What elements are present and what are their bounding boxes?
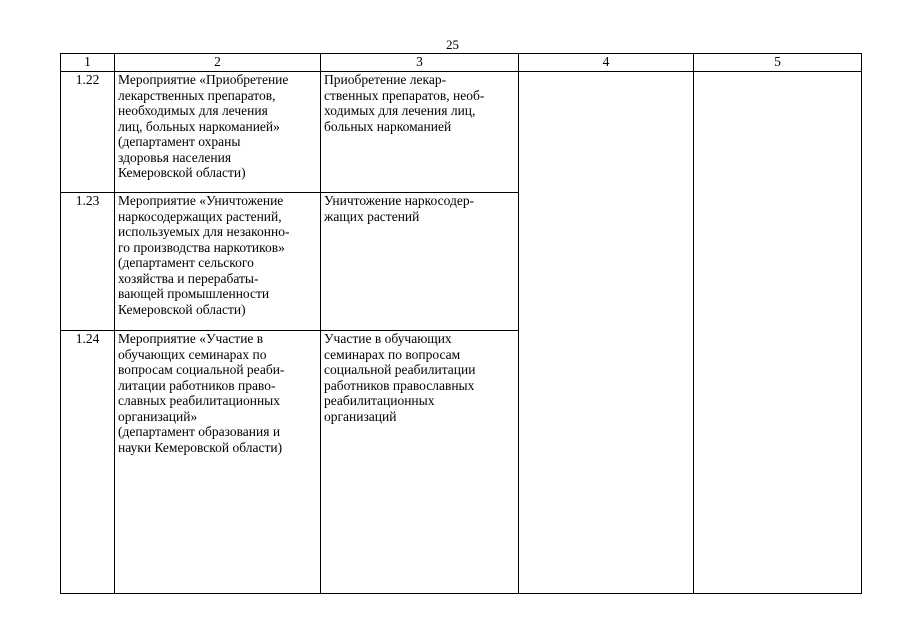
column-header-2: 2	[115, 54, 321, 72]
column-5-cell	[694, 72, 862, 594]
expected-result: Приобретение лекар- ственных препаратов, необ- ходимых для лечения лиц, больных наркоманией	[321, 72, 519, 193]
event-description: Мероприятие «Уничтожение наркосодержащих растений, используемых для незаконно- го производства наркотиков» (департамент сельского хозяйства и перерабаты- вающей промышленности Кемеровской области)	[115, 193, 321, 331]
row-number: 1.23	[61, 193, 115, 331]
expected-result: Уничтожение наркосодер- жащих растений	[321, 193, 519, 331]
measures-table	[60, 53, 862, 594]
column-4-cell	[519, 72, 694, 594]
row-number: 1.24	[61, 331, 115, 594]
column-header-5: 5	[694, 54, 862, 72]
event-description: Мероприятие «Приобретение лекарственных препаратов, необходимых для лечения лиц, больных наркоманией» (департамент охраны здоровья населения Кемеровской области)	[115, 72, 321, 193]
column-header-4: 4	[519, 54, 694, 72]
header-row	[61, 54, 862, 72]
page-number: 25	[446, 37, 459, 52]
column-header-3: 3	[321, 54, 519, 72]
column-header-1: 1	[61, 54, 115, 72]
row-number: 1.22	[61, 72, 115, 193]
expected-result: Участие в обучающих семинарах по вопросам социальной реабилитации работников православных реабилитационных организаций	[321, 331, 519, 594]
table-row	[61, 72, 862, 193]
event-description: Мероприятие «Участие в обучающих семинарах по вопросам социальной реаби- литации работников право- славных реабилитационных организаций» (департамент образования и науки Кемеровской области)	[115, 331, 321, 594]
